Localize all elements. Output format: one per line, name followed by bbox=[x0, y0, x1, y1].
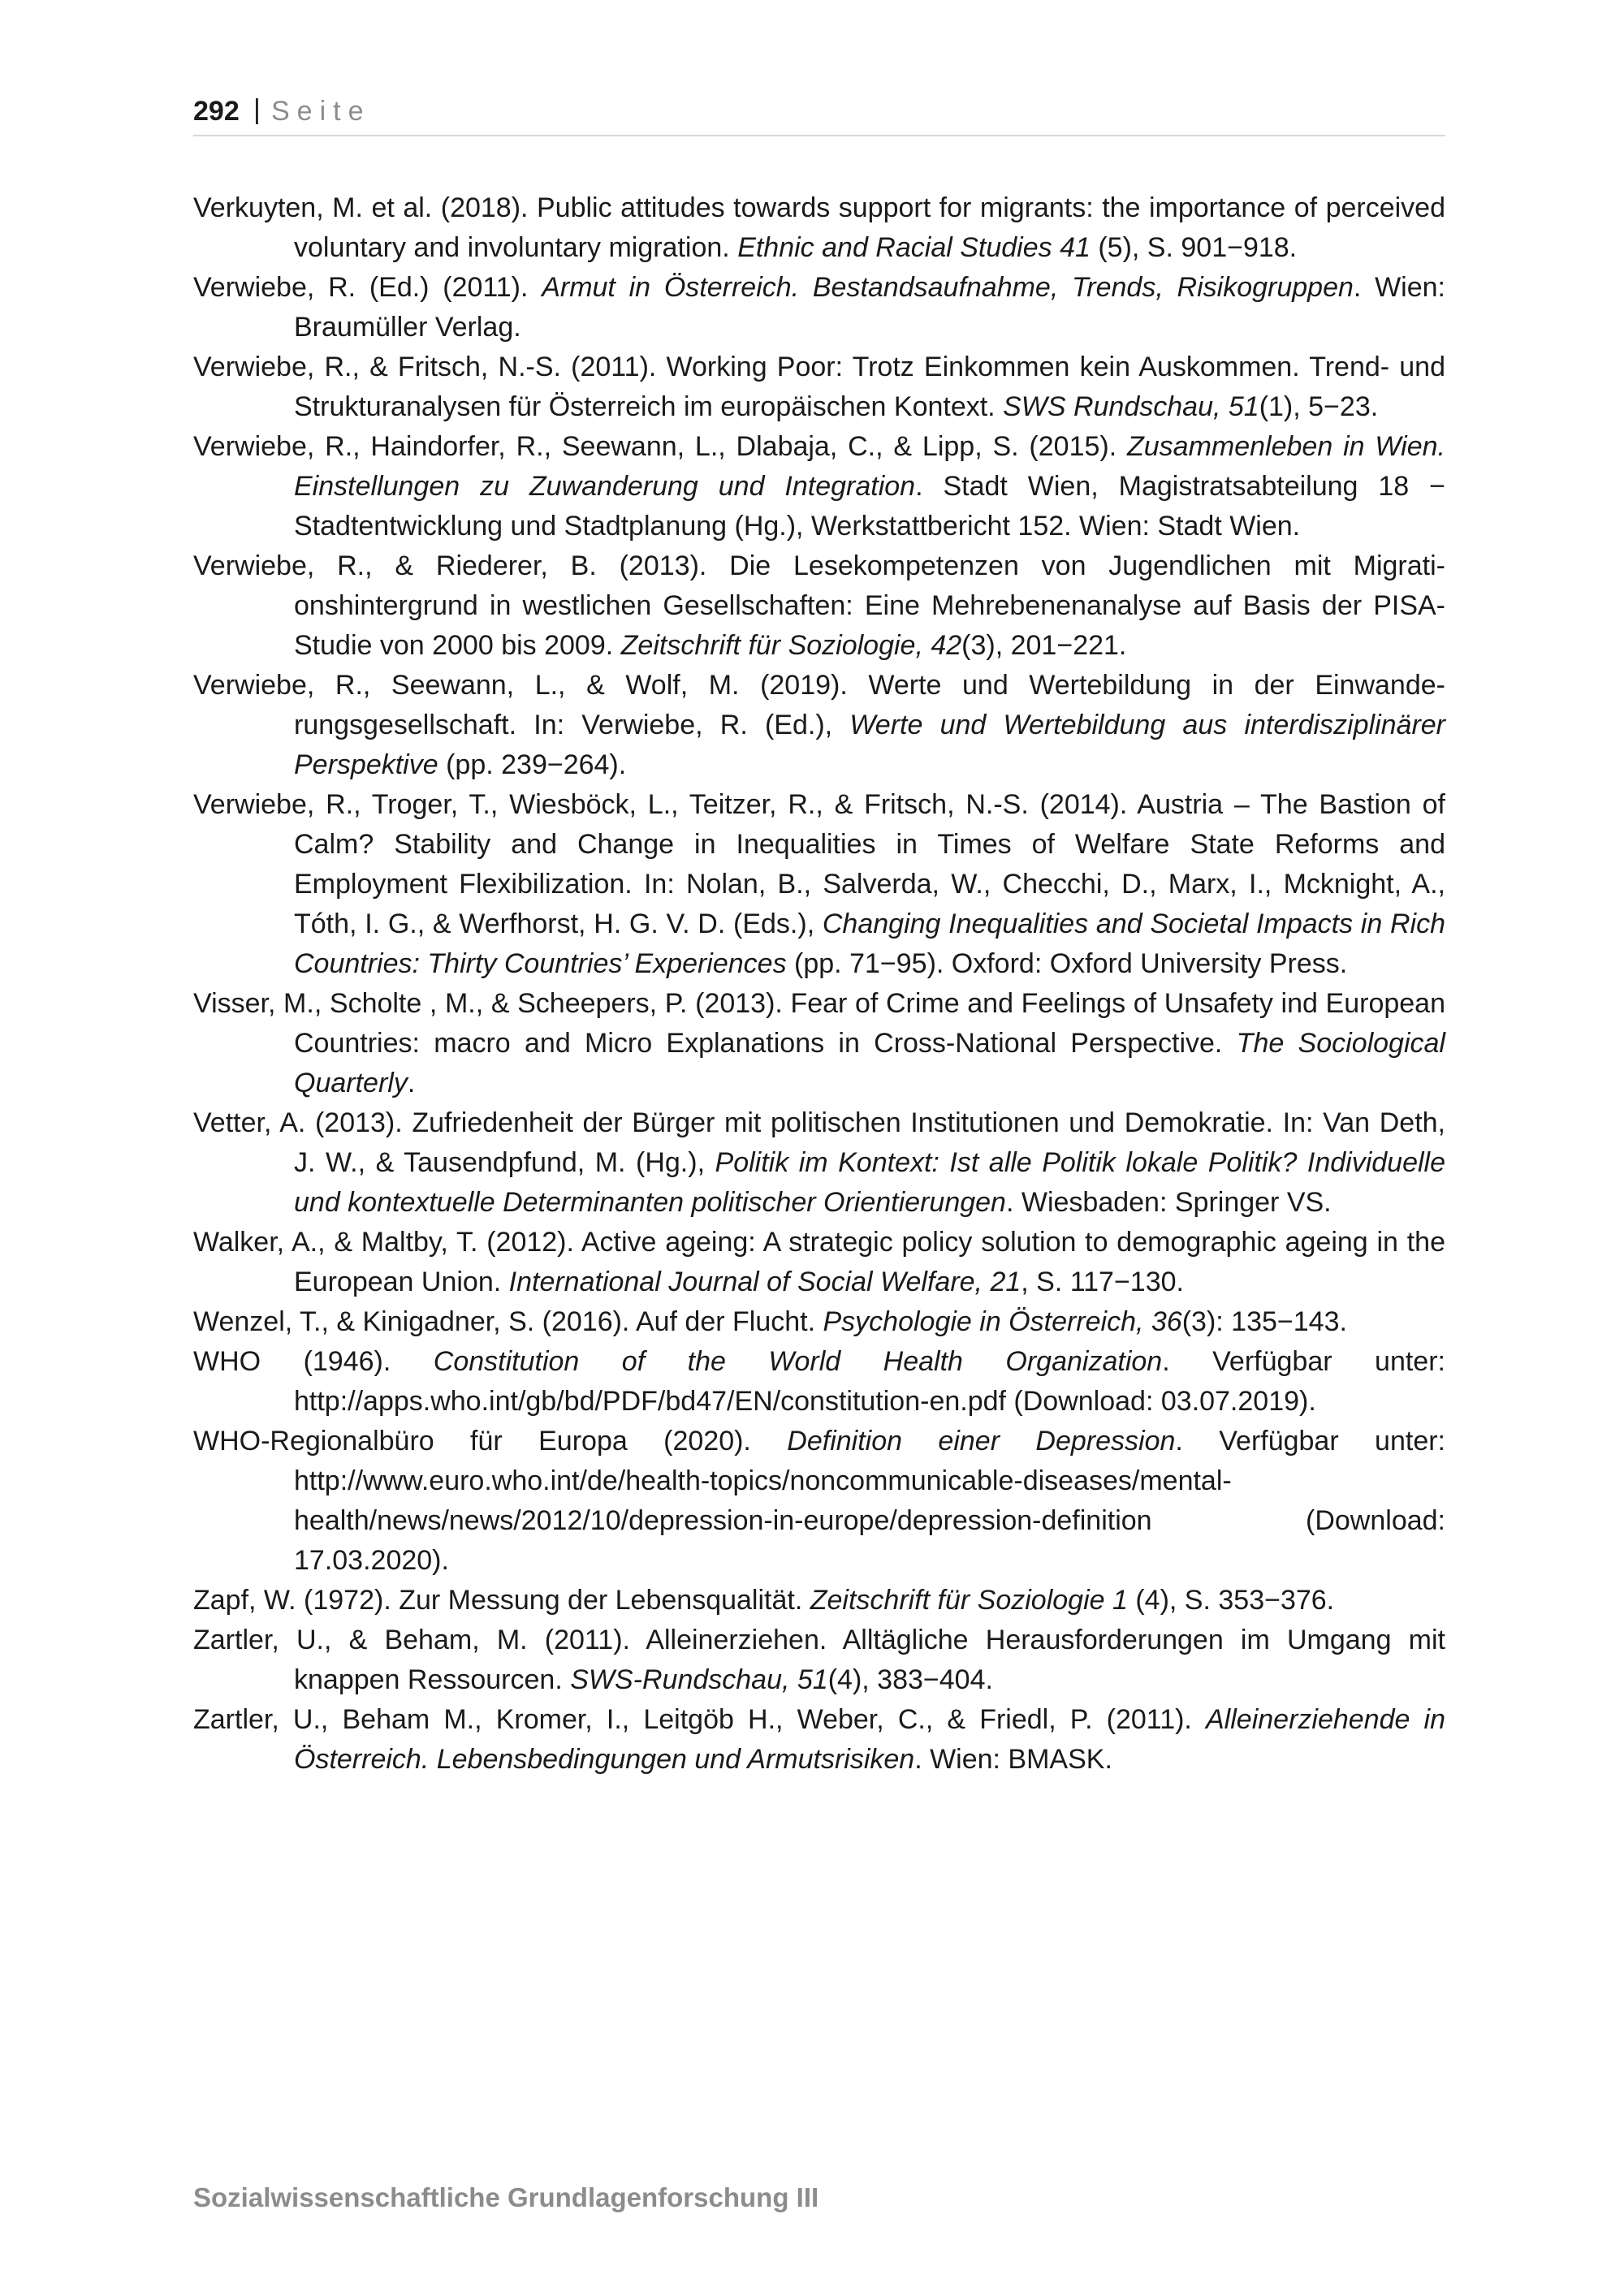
reference-entry: Verwiebe, R., & Riederer, B. (2013). Die Lesekompetenzen von Jugendlichen mit Migrationshintergrund in westlichen Gesellschaften: Eine Mehrebenenanalyse auf Basis der PISA-Studie von 2000 bis 2009. Zeitschrift für Soziologie, 42(3), 201−221. bbox=[193, 550, 1445, 661]
reference-entry: WHO (1946). Constitution of the World Health Organization. Verfügbar unter: http://apps.who.int/gb/bd/PDF/bd47/EN/constitution-en.pdf (Download: 03.07.2019). bbox=[193, 1346, 1445, 1417]
reference-entry: Zapf, W. (1972). Zur Messung der Lebensqualität. Zeitschrift für Soziologie 1 (4), S. 353−376. bbox=[193, 1585, 1335, 1616]
reference-entry: Walker, A., & Maltby, T. (2012). Active ageing: A strategic policy solution to demographic ageing in the European Union. International Journal of Social Welfare, 21, S. 117−130. bbox=[193, 1227, 1445, 1297]
reference-entry: Verwiebe, R., & Fritsch, N.-S. (2011). Working Poor: Trotz Einkommen kein Auskommen. Trend- und Strukturanalysen für Österreich im europäischen Kontext. SWS Rundschau, 51(1), 5−23. bbox=[193, 352, 1445, 422]
reference-list bbox=[193, 188, 1445, 1780]
reference-entry: WHO-Regionalbüro für Europa (2020). Definition einer Depression. Verfügbar unter: http://www.euro.who.int/de/health-topics/noncommunicable-diseases/mental-health/news/news/2012/10/depression-in-europe/depression-definition (Download: 17.03.2020). bbox=[193, 1426, 1445, 1576]
reference-entry: Verwiebe, R., Troger, T., Wiesböck, L., Teitzer, R., & Fritsch, N.-S. (2014). Austria – The Bastion of Calm? Stability and Change in Inequalities in Times of Welfare State Reforms and Employment Flexibilization. In: Nolan, B., Salverda, W., Checchi, D., Marx, I., Mcknight, A., Tóth, I. G., & Werfhorst, H. G. V. D. (Eds.), Changing Inequalities and Societal Impacts in Rich Countries: Thirty Countries’ Experiences (pp. 71−95). Oxford: Oxford University Press. bbox=[193, 789, 1446, 979]
reference-entry: Zartler, U., & Beham, M. (2011). Alleinerziehen. Alltägliche Herausforderungen im Umgang mit knappen Ressourcen. SWS-Rundschau, 51(4), 383−404. bbox=[193, 1625, 1445, 1695]
page-number: 292 bbox=[193, 96, 240, 127]
reference-entry: Vetter, A. (2013). Zufriedenheit der Bürger mit politischen Institutionen und Demokratie. In: Van Deth, J. W., & Tausendpfund, M. (Hg.), Politik im Kontext: Ist alle Politik lokale Politik? Individuelle und kontextuelle Determinanten politischer Orientierungen. Wiesbaden: Springer VS. bbox=[193, 1107, 1446, 1218]
reference-entry: Verwiebe, R., Haindorfer, R., Seewann, L., Dlabaja, C., & Lipp, S. (2015). Zusammenleben in Wien. Einstellungen zu Zuwanderung und Integration. Stadt Wien, Magistratsabteilung 18 − Stadtentwicklung und Stadtplanung (Hg.), Werkstattbericht 152. Wien: Stadt Wien. bbox=[193, 431, 1445, 542]
reference-entry: Verwiebe, R. (Ed.) (2011). Armut in Österreich. Bestandsaufnahme, Trends, Risikogruppen. Wien: Braumüller Verlag. bbox=[193, 272, 1445, 343]
reference-entry: Visser, M., Scholte , M., & Scheepers, P. (2013). Fear of Crime and Feelings of Unsafety ind European Countries: macro and Micro Explanations in Cross-National Perspective. The Sociological Quarterly. bbox=[193, 988, 1445, 1098]
header-label: Seite bbox=[271, 96, 371, 127]
header-separator: | bbox=[253, 94, 261, 125]
reference-entry: Verkuyten, M. et al. (2018). Public attitudes towards support for migrants: the importance of perceived voluntary and involuntary migration. Ethnic and Racial Studies 41 (5), S. 901−918. bbox=[193, 192, 1445, 263]
page-header bbox=[193, 91, 1445, 136]
reference-entry: Wenzel, T., & Kinigadner, S. (2016). Auf der Flucht. Psychologie in Österreich, 36(3): 135−143. bbox=[193, 1306, 1347, 1337]
page-footer: Sozialwissenschaftliche Grundlagenforschung III bbox=[193, 2182, 819, 2212]
reference-entry: Zartler, U., Beham M., Kromer, I., Leitgöb H., Weber, C., & Friedl, P. (2011). Alleinerziehende in Österreich. Lebensbedingungen und Armutsrisiken. Wien: BMASK. bbox=[193, 1704, 1445, 1775]
reference-entry: Verwiebe, R., Seewann, L., & Wolf, M. (2019). Werte und Wertebildung in der Einwanderungsgesellschaft. In: Verwiebe, R. (Ed.), Werte und Wertebildung aus interdisziplinärer Perspektive (pp. 239−264). bbox=[193, 670, 1445, 780]
